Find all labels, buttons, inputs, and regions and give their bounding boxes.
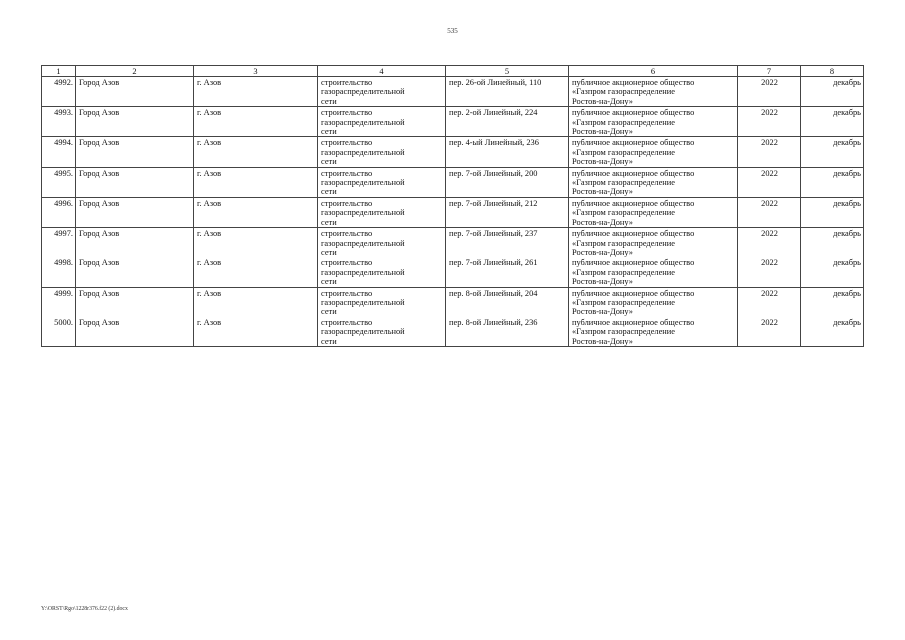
address-cell: пер. 7-ой Линейный, 200 [446,167,569,197]
row-number: 4996. [42,197,76,227]
work-type-cell [318,107,446,137]
row-number: 4995. [42,167,76,197]
municipality-cell: Город Азов [76,167,194,197]
work-type-cell-line: газораспределительной [321,238,405,248]
address-cell: пер. 26-ой Линейный, 110 [446,77,569,107]
organization-cell-line: публичное акционерное общество [572,317,695,327]
table-row [42,137,864,167]
month-cell: декабрь [801,137,864,167]
organization-cell-line: «Газпром газораспределение [572,208,675,218]
address-cell: пер. 2-ой Линейный, 224 [446,107,569,137]
organization-cell-line: публичное акционерное общество [572,198,695,208]
month-cell: декабрь [801,167,864,197]
work-type-cell-line: строительство [321,168,373,178]
municipality-cell: Город Азов [76,77,194,107]
month-cell: декабрь [801,228,864,258]
table-row [42,228,864,258]
year-cell: 2022 [738,77,801,107]
year-cell: 2022 [738,137,801,167]
municipality-cell: Город Азов [76,107,194,137]
organization-cell [569,167,738,197]
work-type-cell-line: сети [321,336,337,346]
organization-cell-line: Ростов-на-Дону» [572,187,633,197]
settlement-cell: г. Азов [194,317,318,347]
year-cell: 2022 [738,197,801,227]
organization-cell [569,257,738,287]
row-number: 4994. [42,137,76,167]
settlement-cell: г. Азов [194,167,318,197]
municipality-cell: Город Азов [76,228,194,258]
year-cell: 2022 [738,228,801,258]
organization-cell [569,77,738,107]
organization-cell-line: публичное акционерное общество [572,78,695,87]
organization-cell [569,137,738,167]
column-header: 4 [318,66,446,77]
organization-cell-line: «Газпром газораспределение [572,327,675,337]
organization-cell [569,317,738,347]
organization-cell [569,287,738,317]
work-type-cell [318,197,446,227]
row-number: 4999. [42,287,76,317]
work-type-cell-line: газораспределительной [321,208,405,218]
registry-table [41,65,864,347]
address-cell: пер. 8-ой Линейный, 236 [446,317,569,347]
organization-cell-line: публичное акционерное общество [572,108,695,118]
organization-cell-line: «Газпром газораспределение [572,297,675,307]
address-cell: пер. 7-ой Линейный, 237 [446,228,569,258]
work-type-cell [318,137,446,167]
work-type-cell-line: сети [321,157,337,167]
work-type-cell-line: сети [321,277,337,287]
work-type-cell-line: газораспределительной [321,267,405,277]
organization-cell-line: «Газпром газораспределение [572,238,675,248]
municipality-cell: Город Азов [76,287,194,317]
work-type-cell-line: сети [321,217,337,227]
settlement-cell: г. Азов [194,137,318,167]
table-row [42,257,864,287]
work-type-cell [318,287,446,317]
organization-cell-line: Ростов-на-Дону» [572,96,633,106]
organization-cell [569,197,738,227]
month-cell: декабрь [801,287,864,317]
work-type-cell-line: строительство [321,198,373,208]
month-cell: декабрь [801,107,864,137]
settlement-cell: г. Азов [194,257,318,287]
work-type-cell-line: строительство [321,317,373,327]
row-number: 4998. [42,257,76,287]
work-type-cell [318,257,446,287]
table-row [42,197,864,227]
organization-cell-line: публичное акционерное общество [572,229,695,239]
year-cell: 2022 [738,107,801,137]
address-cell: пер. 8-ой Линейный, 204 [446,287,569,317]
column-header: 8 [801,66,864,77]
municipality-cell: Город Азов [76,257,194,287]
year-cell: 2022 [738,287,801,317]
organization-cell-line: Ростов-на-Дону» [572,127,633,137]
organization-cell-line: публичное акционерное общество [572,138,695,148]
organization-cell-line: Ростов-на-Дону» [572,157,633,167]
address-cell: пер. 7-ой Линейный, 212 [446,197,569,227]
municipality-cell: Город Азов [76,137,194,167]
work-type-cell-line: строительство [321,258,373,268]
work-type-cell [318,228,446,258]
year-cell: 2022 [738,167,801,197]
work-type-cell-line: строительство [321,138,373,148]
work-type-cell [318,317,446,347]
work-type-cell-line: газораспределительной [321,297,405,307]
address-cell: пер. 7-ой Линейный, 261 [446,257,569,287]
work-type-cell-line: газораспределительной [321,147,405,157]
row-number: 4993. [42,107,76,137]
organization-cell-line: публичное акционерное общество [572,168,695,178]
row-number: 4992. [42,77,76,107]
work-type-cell [318,77,446,107]
work-type-cell-line: сети [321,127,337,137]
work-type-cell-line: газораспределительной [321,178,405,188]
registry-body [42,77,864,347]
row-number: 4997. [42,228,76,258]
address-cell: пер. 4-ый Линейный, 236 [446,137,569,167]
organization-cell-line: «Газпром газораспределение [572,178,675,188]
municipality-cell: Город Азов [76,197,194,227]
column-header: 5 [446,66,569,77]
settlement-cell: г. Азов [194,287,318,317]
organization-cell-line: Ростов-на-Дону» [572,336,633,346]
page-number: 535 [447,27,458,35]
month-cell: декабрь [801,77,864,107]
organization-cell-line: Ростов-на-Дону» [572,217,633,227]
month-cell: декабрь [801,257,864,287]
organization-cell-line: «Газпром газораспределение [572,117,675,127]
organization-cell-line: Ростов-на-Дону» [572,277,633,287]
organization-cell-line: публичное акционерное общество [572,258,695,268]
work-type-cell-line: сети [321,307,337,317]
year-cell: 2022 [738,317,801,347]
work-type-cell-line: сети [321,96,337,106]
organization-cell [569,107,738,137]
settlement-cell: г. Азов [194,77,318,107]
column-header: 6 [569,66,738,77]
municipality-cell: Город Азов [76,317,194,347]
organization-cell-line: «Газпром газораспределение [572,147,675,157]
work-type-cell-line: сети [321,247,337,257]
organization-cell [569,228,738,258]
year-cell: 2022 [738,257,801,287]
work-type-cell-line: строительство [321,108,373,118]
work-type-cell-line: строительство [321,288,373,298]
column-header: 7 [738,66,801,77]
table-row [42,107,864,137]
column-header: 1 [42,66,76,77]
table-row [42,77,864,107]
organization-cell-line: Ростов-на-Дону» [572,247,633,257]
organization-cell-line: «Газпром газораспределение [572,87,675,97]
table-row [42,317,864,347]
settlement-cell: г. Азов [194,197,318,227]
work-type-cell-line: газораспределительной [321,327,405,337]
settlement-cell: г. Азов [194,228,318,258]
row-number: 5000. [42,317,76,347]
column-header: 2 [76,66,194,77]
organization-cell-line: «Газпром газораспределение [572,267,675,277]
month-cell: декабрь [801,197,864,227]
work-type-cell [318,167,446,197]
month-cell: декабрь [801,317,864,347]
work-type-cell-line: сети [321,187,337,197]
table-row [42,167,864,197]
table-row [42,287,864,317]
organization-cell-line: Ростов-на-Дону» [572,307,633,317]
settlement-cell: г. Азов [194,107,318,137]
work-type-cell-line: строительство [321,78,373,87]
organization-cell-line: публичное акционерное общество [572,288,695,298]
work-type-cell-line: строительство [321,229,373,239]
work-type-cell-line: газораспределительной [321,117,405,127]
work-type-cell-line: газораспределительной [321,87,405,97]
column-header: 3 [194,66,318,77]
column-number-row [42,66,864,77]
footer-file-path: Y:\ORST\Rgo\1228r376.f22 (2).docx [41,606,128,612]
